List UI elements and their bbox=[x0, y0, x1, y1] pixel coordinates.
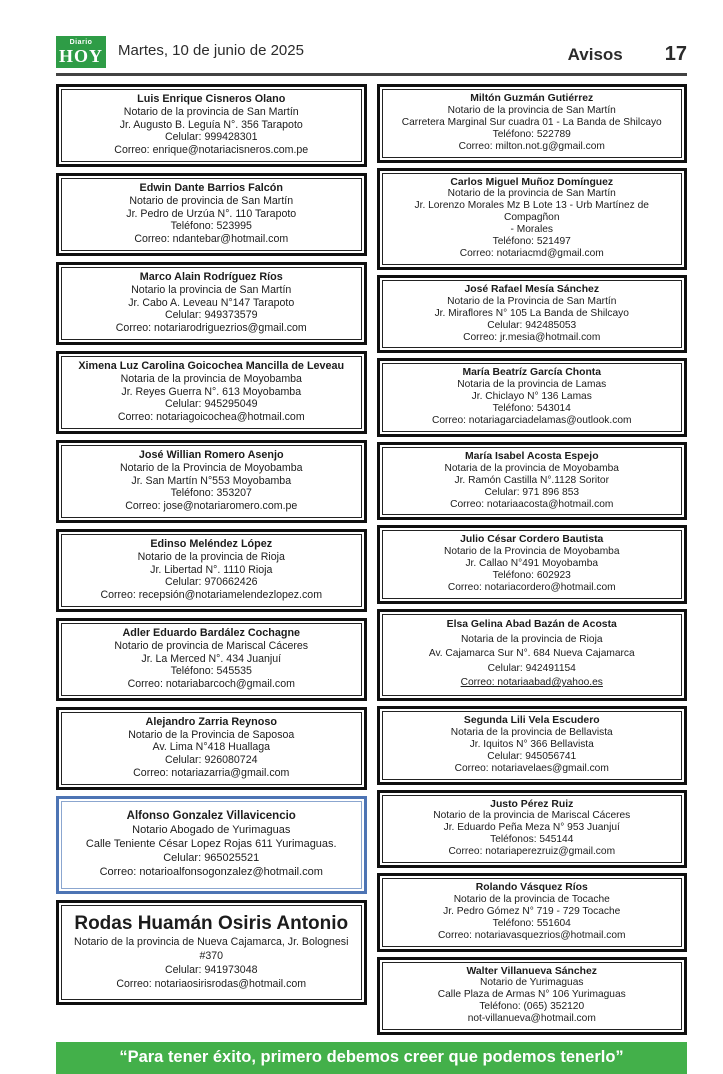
listing-detail: Jr. Pedro Gómez N° 719 - 729 Tocache bbox=[443, 905, 621, 917]
listing-detail: Notaria de la provincia de Moyobamba bbox=[120, 372, 302, 385]
listing-frame bbox=[382, 280, 683, 349]
notary-listing bbox=[377, 168, 688, 270]
listing-detail: Correo: notariacmd@gmail.com bbox=[459, 247, 604, 259]
notary-listing bbox=[377, 525, 688, 604]
notary-name: Segunda Lili Vela Escudero bbox=[463, 714, 600, 726]
notary-name: José Willian Romero Asenjo bbox=[138, 448, 284, 461]
listings-area bbox=[56, 84, 687, 1040]
listing-detail: - Morales bbox=[510, 224, 553, 236]
listing-frame bbox=[382, 614, 683, 696]
listing-detail: Teléfono: 353207 bbox=[170, 487, 252, 500]
listing-detail: Celular: 970662426 bbox=[165, 576, 258, 589]
listing-frame bbox=[61, 801, 362, 889]
listing-detail: Correo: enrique@notariacisneros.com.pe bbox=[114, 144, 309, 157]
listing-detail: Jr. Libertad N°. 1110 Rioja bbox=[150, 563, 273, 576]
listing-detail: Notario la provincia de San Martín bbox=[131, 283, 292, 296]
listing-detail: Notario Abogado de Yurimaguas bbox=[132, 823, 291, 836]
quote-banner: “Para tener éxito, primero debemos creer que podemos tenerlo” bbox=[56, 1042, 687, 1074]
listing-detail: Jr. Reyes Guerra N°. 613 Moyobamba bbox=[121, 385, 302, 398]
listing-detail: Jr. Iquitos N° 366 Bellavista bbox=[469, 738, 594, 750]
listing-detail: Celular: 999428301 bbox=[165, 131, 258, 144]
listing-detail: Jr. Chiclayo N° 136 Lamas bbox=[471, 391, 592, 403]
notary-name: Edinso Meléndez López bbox=[150, 537, 273, 550]
listing-detail: Teléfono: 543014 bbox=[492, 403, 571, 415]
listing-frame bbox=[382, 447, 683, 516]
notary-listing bbox=[56, 173, 367, 256]
listing-frame bbox=[61, 356, 362, 429]
listing-detail: Correo: notariagoicochea@hotmail.com bbox=[117, 411, 305, 424]
listing-detail: Celular: 945295049 bbox=[165, 398, 258, 411]
notary-listing bbox=[377, 706, 688, 785]
notary-listing bbox=[377, 790, 688, 869]
notary-name: Elsa Gelina Abad Bazán de Acosta bbox=[446, 619, 617, 630]
listing-frame bbox=[382, 795, 683, 864]
listing-detail: Jr. Lorenzo Morales Mz B Lote 13 - Urb Martínez de Compagñon bbox=[414, 200, 649, 224]
listing-detail: Celular: 926080724 bbox=[165, 754, 258, 767]
listing-detail: Carretera Marginal Sur cuadra 01 - La Banda de Shilcayo bbox=[401, 116, 662, 128]
notary-name: Walter Villanueva Sánchez bbox=[466, 965, 597, 977]
listing-detail: Notaria de la provincia de Rioja bbox=[460, 633, 603, 645]
diario-hoy-logo bbox=[56, 36, 106, 68]
notary-listing bbox=[56, 529, 367, 612]
listing-detail: Correo: ndantebar@hotmail.com bbox=[134, 233, 289, 246]
notary-listing bbox=[56, 900, 367, 1005]
listing-detail: Jr. Callao N°491 Moyobamba bbox=[465, 558, 599, 570]
listing-frame bbox=[61, 445, 362, 518]
notary-name: Adler Eduardo Bardález Cochagne bbox=[122, 626, 301, 639]
notary-name: Rolando Vásquez Ríos bbox=[475, 882, 588, 894]
page-header bbox=[56, 36, 687, 73]
notary-name: Carlos Miguel Muñoz Domínguez bbox=[450, 176, 614, 188]
listing-detail: Teléfono: 602923 bbox=[492, 570, 571, 582]
listing-detail: Correo: notariagarciadelamas@outlook.com bbox=[432, 415, 632, 427]
listing-detail: Notario de Yurimaguas bbox=[480, 977, 584, 989]
notary-name: Rodas Huamán Osiris Antonio bbox=[74, 912, 349, 934]
notary-name: Luis Enrique Cisneros Olano bbox=[137, 93, 286, 105]
listing-frame bbox=[382, 878, 683, 947]
notary-name: María Beatríz García Chonta bbox=[462, 367, 602, 379]
logo-top-text: Diario bbox=[69, 38, 93, 46]
listing-detail: Av. Lima N°418 Huallaga bbox=[152, 741, 270, 754]
listing-detail: Notario de la provincia de San Martín bbox=[447, 188, 616, 200]
notary-name: Alfonso Gonzalez Villavicencio bbox=[126, 809, 296, 822]
listing-detail: Notario de provincia de Mariscal Cáceres bbox=[114, 639, 309, 652]
notary-listing bbox=[56, 84, 367, 167]
listing-detail: Correo: jr.mesia@hotmail.com bbox=[463, 331, 601, 343]
listing-detail: Notario de la Provincia de Moyobamba bbox=[443, 546, 620, 558]
listing-detail: Notario de la provincia de Rioja bbox=[137, 550, 285, 563]
listing-detail: Correo: notariazarria@gmail.com bbox=[133, 767, 290, 780]
listing-frame bbox=[382, 173, 683, 265]
notary-listing bbox=[377, 957, 688, 1036]
listing-detail: Celular: 942485053 bbox=[487, 319, 577, 331]
listing-detail: Calle Teniente César Lopez Rojas 611 Yurimaguas. bbox=[85, 837, 337, 850]
listing-detail: Correo: notariavasquezrios@hotmail.com bbox=[437, 929, 626, 941]
listing-detail: Correo: notariaacosta@hotmail.com bbox=[450, 498, 614, 510]
listing-detail: Celular: 945056741 bbox=[487, 750, 577, 762]
listing-detail: Notario de la provincia de San Martín bbox=[447, 104, 616, 116]
notary-name: José Rafael Mesía Sánchez bbox=[464, 283, 600, 295]
listing-detail: Correo: notariabarcoch@gmail.com bbox=[127, 678, 295, 691]
listing-frame bbox=[382, 89, 683, 158]
page-number: 17 bbox=[664, 43, 687, 65]
listing-detail: Celular: 941973048 bbox=[165, 963, 258, 976]
listing-detail: Jr. Eduardo Peña Meza N° 953 Juanjuí bbox=[443, 822, 620, 834]
edition-date: Martes, 10 de junio de 2025 bbox=[118, 42, 304, 59]
notary-listing bbox=[377, 275, 688, 354]
listing-detail: Celular: 942491154 bbox=[487, 662, 576, 674]
listing-detail: Teléfonos: 545144 bbox=[490, 834, 574, 846]
header-right bbox=[568, 43, 687, 68]
listing-detail: Teléfono: (065) 352120 bbox=[479, 1001, 585, 1013]
listing-detail: Jr. Augusto B. Leguía N°. 356 Tarapoto bbox=[119, 118, 303, 131]
listing-detail: Jr. La Merced N°. 434 Juanjuí bbox=[141, 652, 282, 665]
notary-name: Ximena Luz Carolina Goicochea Mancilla de Leveau bbox=[78, 359, 345, 372]
notary-listing bbox=[56, 707, 367, 790]
listing-frame bbox=[61, 534, 362, 607]
left-column bbox=[56, 84, 367, 1011]
listing-detail: Notario de la provincia de San Martín bbox=[123, 105, 299, 118]
listing-detail: Notario de la Provincia de San Martín bbox=[447, 295, 617, 307]
listing-detail: Celular: 965025521 bbox=[163, 851, 260, 864]
listing-detail: Correo: notarioalfonsogonzalez@hotmail.com bbox=[99, 865, 323, 878]
listing-detail: Notario de la Provincia de Moyobamba bbox=[119, 461, 303, 474]
notary-listing bbox=[56, 796, 367, 894]
listing-frame bbox=[382, 363, 683, 432]
listing-detail: Notario de la Provincia de Saposoa bbox=[128, 728, 295, 741]
section-title: Avisos bbox=[567, 45, 623, 64]
notary-listing bbox=[56, 262, 367, 345]
notary-listing bbox=[377, 358, 688, 437]
logo-main-text: HOY bbox=[58, 45, 103, 66]
listing-detail: Teléfono: 551604 bbox=[492, 917, 571, 929]
listing-detail: Correo: notariacordero@hotmail.com bbox=[447, 582, 616, 594]
listing-detail: Teléfono: 523995 bbox=[170, 220, 252, 233]
listing-detail: Notaria de la provincia de Lamas bbox=[457, 379, 607, 391]
header-rule bbox=[56, 73, 687, 76]
notary-name: Justo Pérez Ruiz bbox=[490, 798, 574, 810]
listing-detail: Notario de la provincia de Mariscal Cáceres bbox=[433, 810, 631, 822]
listing-detail: Notario de provincia de San Martín bbox=[129, 194, 294, 207]
masthead bbox=[56, 36, 304, 68]
listing-frame bbox=[61, 712, 362, 785]
listing-detail: Notaria de la provincia de Bellavista bbox=[450, 726, 613, 738]
listing-detail: Jr. Miraflores N° 105 La Banda de Shilcayo bbox=[434, 307, 629, 319]
right-column bbox=[377, 84, 688, 1040]
listing-detail: Av. Cajamarca Sur N°. 684 Nueva Cajamarca bbox=[428, 648, 635, 660]
listing-detail: Correo: notariaosirisrodas@hotmail.com bbox=[116, 977, 307, 990]
listing-detail: Celular: 971 896 853 bbox=[484, 486, 580, 498]
listing-frame bbox=[61, 905, 362, 1000]
notary-listing bbox=[377, 84, 688, 163]
notary-name: Julio César Cordero Bautista bbox=[460, 534, 604, 546]
notary-listing bbox=[377, 873, 688, 952]
listing-frame bbox=[382, 962, 683, 1031]
listing-detail: Correo: recepsión@notariamelendezlopez.com bbox=[100, 589, 323, 602]
listing-detail: not-villanueva@hotmail.com bbox=[467, 1013, 596, 1025]
listing-detail: Jr. Cabo A. Leveau N°147 Tarapoto bbox=[128, 296, 295, 309]
listing-detail: Jr. San Martín N°553 Moyobamba bbox=[131, 474, 292, 487]
listing-detail: Jr. Ramón Castilla N°.1128 Soritor bbox=[454, 474, 609, 486]
listing-detail: Teléfono: 522789 bbox=[492, 128, 571, 140]
listing-frame bbox=[61, 267, 362, 340]
listing-detail: Correo: notariarodriguezrios@gmail.com bbox=[115, 322, 307, 335]
listing-frame bbox=[382, 711, 683, 780]
listing-detail: Notaria de la provincia de Moyobamba bbox=[444, 462, 619, 474]
notary-name: Miltón Guzmán Gutiérrez bbox=[470, 93, 594, 104]
notary-name: Marco Alain Rodríguez Ríos bbox=[139, 270, 283, 283]
listing-detail: Correo: notariavelaes@gmail.com bbox=[454, 762, 609, 774]
listing-detail: Correo: jose@notariaromero.com.pe bbox=[125, 500, 298, 513]
listing-detail: Teléfono: 521497 bbox=[492, 236, 571, 248]
notary-listing bbox=[56, 618, 367, 701]
notary-listing bbox=[377, 442, 688, 521]
notary-listing bbox=[377, 609, 688, 701]
listing-frame bbox=[382, 530, 683, 599]
listing-detail: Correo: notariaabad@yahoo.es bbox=[460, 677, 603, 689]
notary-name: Edwin Dante Barrios Falcón bbox=[139, 181, 283, 194]
listing-detail: Notario de la provincia de Nueva Cajamarca, Jr. Bolognesi #370 bbox=[74, 935, 349, 962]
notary-name: Alejandro Zarria Reynoso bbox=[145, 715, 277, 728]
notary-listing bbox=[56, 440, 367, 523]
listing-frame bbox=[61, 623, 362, 696]
notary-name: María Isabel Acosta Espejo bbox=[464, 450, 599, 462]
listing-detail: Jr. Pedro de Urzúa N°. 110 Tarapoto bbox=[126, 207, 297, 220]
listing-detail: Correo: notariaperezruiz@gmail.com bbox=[448, 846, 616, 858]
notary-listing bbox=[56, 351, 367, 434]
listing-frame bbox=[61, 178, 362, 251]
listing-detail: Calle Plaza de Armas N° 106 Yurimaguas bbox=[437, 989, 626, 1001]
listing-detail: Celular: 949373579 bbox=[165, 309, 258, 322]
listing-detail: Teléfono: 545535 bbox=[170, 665, 252, 678]
listing-detail: Correo: milton.not.g@gmail.com bbox=[458, 140, 605, 152]
listing-frame bbox=[61, 89, 362, 162]
listing-detail: Notario de la provincia de Tocache bbox=[453, 893, 610, 905]
